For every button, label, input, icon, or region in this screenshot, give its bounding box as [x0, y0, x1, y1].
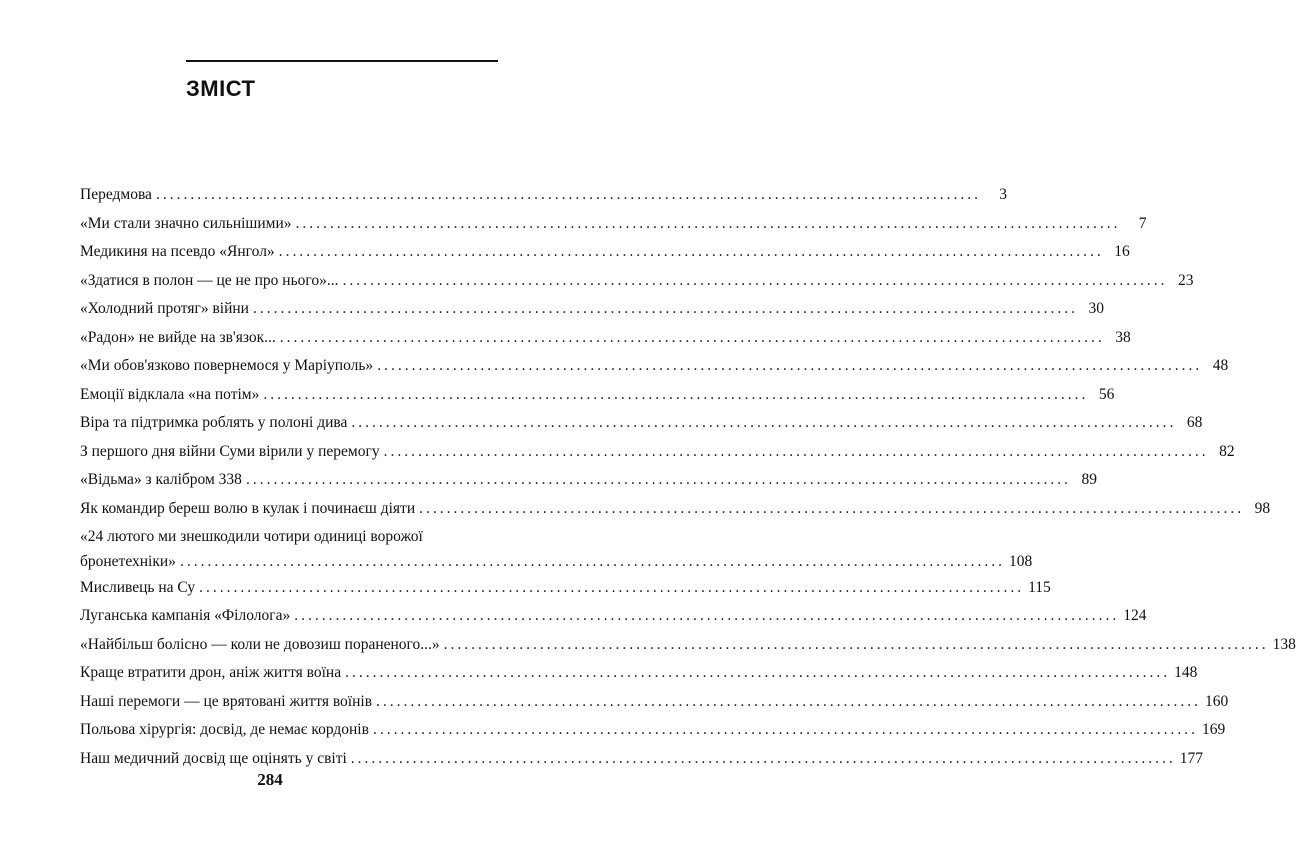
dot-leader: ........................................................................................................................	[351, 414, 1177, 431]
toc-entry-page: 169	[1201, 721, 1226, 738]
dot-leader: ........................................................................................................................	[383, 442, 1209, 460]
dot-leader: ........................................................................................................................	[419, 499, 1245, 517]
toc-entry-page: 30	[1088, 300, 1104, 317]
heading-rule	[186, 60, 498, 62]
toc-entry	[80, 298, 1104, 319]
toc-entry-title: «Здатися в полон — це не про нього»...	[80, 271, 339, 289]
toc-entry-title: Передмова	[80, 186, 152, 203]
page-title: ЗМІСТ	[186, 76, 256, 101]
toc-entry-title: Наші перемоги — це врятовані життя воїнів	[80, 692, 373, 710]
toc-entry-page: 68	[1186, 414, 1203, 431]
toc-entry-title: бронетехніки»	[80, 553, 176, 570]
page-number: 284	[257, 770, 283, 789]
toc-entry-page: 177	[1179, 749, 1204, 767]
toc-entry	[80, 691, 1229, 712]
toc-entry-title-line1: «24 лютого ми знешкодили чотири одиниці ворожої	[80, 528, 423, 545]
toc-entry-page: 148	[1174, 664, 1198, 681]
dot-leader: ........................................................................................................................	[376, 692, 1202, 710]
dot-leader: ........................................................................................................................	[295, 214, 1121, 232]
toc-entry	[80, 748, 1204, 769]
toc-entry-title: Краще втратити дрон, аніж життя воїна	[80, 664, 342, 681]
toc-entry	[80, 270, 1194, 291]
dot-leader: ........................................................................................................................	[278, 243, 1104, 260]
toc-entry-page: 3	[999, 186, 1007, 203]
toc-entry	[80, 213, 1147, 234]
toc-entry	[80, 577, 1051, 598]
dot-leader: ........................................................................................................................	[263, 385, 1089, 403]
toc-entry	[80, 412, 1203, 433]
dot-leader: ........................................................................................................................	[350, 749, 1176, 767]
table-of-contents	[80, 184, 1296, 769]
toc-entry-title: З першого дня війни Суми вірили у перемогу	[80, 442, 380, 460]
toc-entry	[80, 241, 1130, 262]
toc-entry-page: 7	[1138, 214, 1147, 232]
toc-entry-title: Як командир береш волю в кулак і починаєш діяти	[80, 499, 416, 517]
toc-entry-title: Медикиня на псевдо «Янгол»	[80, 243, 275, 260]
toc-entry	[80, 184, 1007, 205]
toc-entry	[80, 662, 1198, 683]
toc-entry-title: Віра та підтримка роблять у полоні дива	[80, 414, 348, 431]
toc-entry-page: 98	[1254, 499, 1271, 517]
toc-entry-page: 115	[1028, 578, 1051, 596]
toc-entry-page: 108	[1008, 553, 1033, 570]
toc-entry	[80, 355, 1229, 376]
toc-entry-page: 138	[1272, 635, 1296, 653]
toc-entry	[80, 441, 1235, 462]
toc-entry-title: Луганська кампанія «Філолога»	[80, 607, 291, 624]
dot-leader: ........................................................................................................................	[443, 635, 1269, 653]
toc-entry	[80, 498, 1271, 519]
toc-entry-title: Наш медичний досвід ще оцінять у світі	[80, 749, 347, 767]
dot-leader: ........................................................................................................................	[377, 357, 1203, 374]
toc-entry-page: 23	[1178, 271, 1194, 289]
toc-entry-page: 160	[1205, 692, 1229, 710]
toc-entry-title: «Найбільш болісно — коли не довозиш пораненого...»	[80, 635, 440, 653]
toc-entry	[80, 327, 1131, 348]
toc-entry-page: 56	[1098, 385, 1115, 403]
toc-entry-title: «Ми обов'язково повернемося у Маріуполь»	[80, 357, 374, 374]
toc-entry-title: «Ми стали значно сильнішими»	[80, 214, 292, 232]
dot-leader: ........................................................................................................................	[342, 271, 1168, 289]
toc-entry-title: Мисливець на Су	[80, 578, 196, 596]
toc-entry	[80, 605, 1147, 626]
toc-entry	[80, 634, 1296, 655]
dot-leader: ........................................................................................................................	[199, 578, 1025, 596]
toc-entry	[80, 526, 1033, 572]
toc-entry-title: Емоції відклала «на потім»	[80, 385, 260, 403]
toc-entry-page: 89	[1081, 471, 1097, 488]
toc-entry-page: 16	[1114, 243, 1130, 260]
toc-entry-title: «Радон» не вийде на зв'язок...	[80, 328, 276, 346]
dot-leader: ........................................................................................................................	[155, 186, 981, 203]
toc-entry	[80, 384, 1115, 405]
toc-entry-page: 82	[1219, 442, 1235, 460]
toc-entry-page: 38	[1115, 328, 1131, 346]
dot-leader: ........................................................................................................................	[345, 664, 1171, 681]
dot-leader: ........................................................................................................................	[179, 553, 1005, 570]
toc-entry-title: «Відьма» з калібром 338	[80, 471, 242, 488]
dot-leader: ........................................................................................................................	[279, 328, 1105, 346]
dot-leader: ........................................................................................................................	[245, 471, 1071, 488]
dot-leader: ........................................................................................................................	[294, 607, 1120, 624]
toc-entry-title: Польова хірургія: досвід, де немає кордонів	[80, 721, 369, 738]
toc-entry	[80, 469, 1097, 490]
dot-leader: ........................................................................................................................	[252, 300, 1078, 317]
dot-leader: ........................................................................................................................	[372, 721, 1198, 738]
toc-entry	[80, 719, 1226, 740]
toc-entry-page: 48	[1212, 357, 1229, 374]
toc-entry-title: «Холодний протяг» війни	[80, 300, 249, 317]
toc-entry-page: 124	[1123, 607, 1147, 624]
